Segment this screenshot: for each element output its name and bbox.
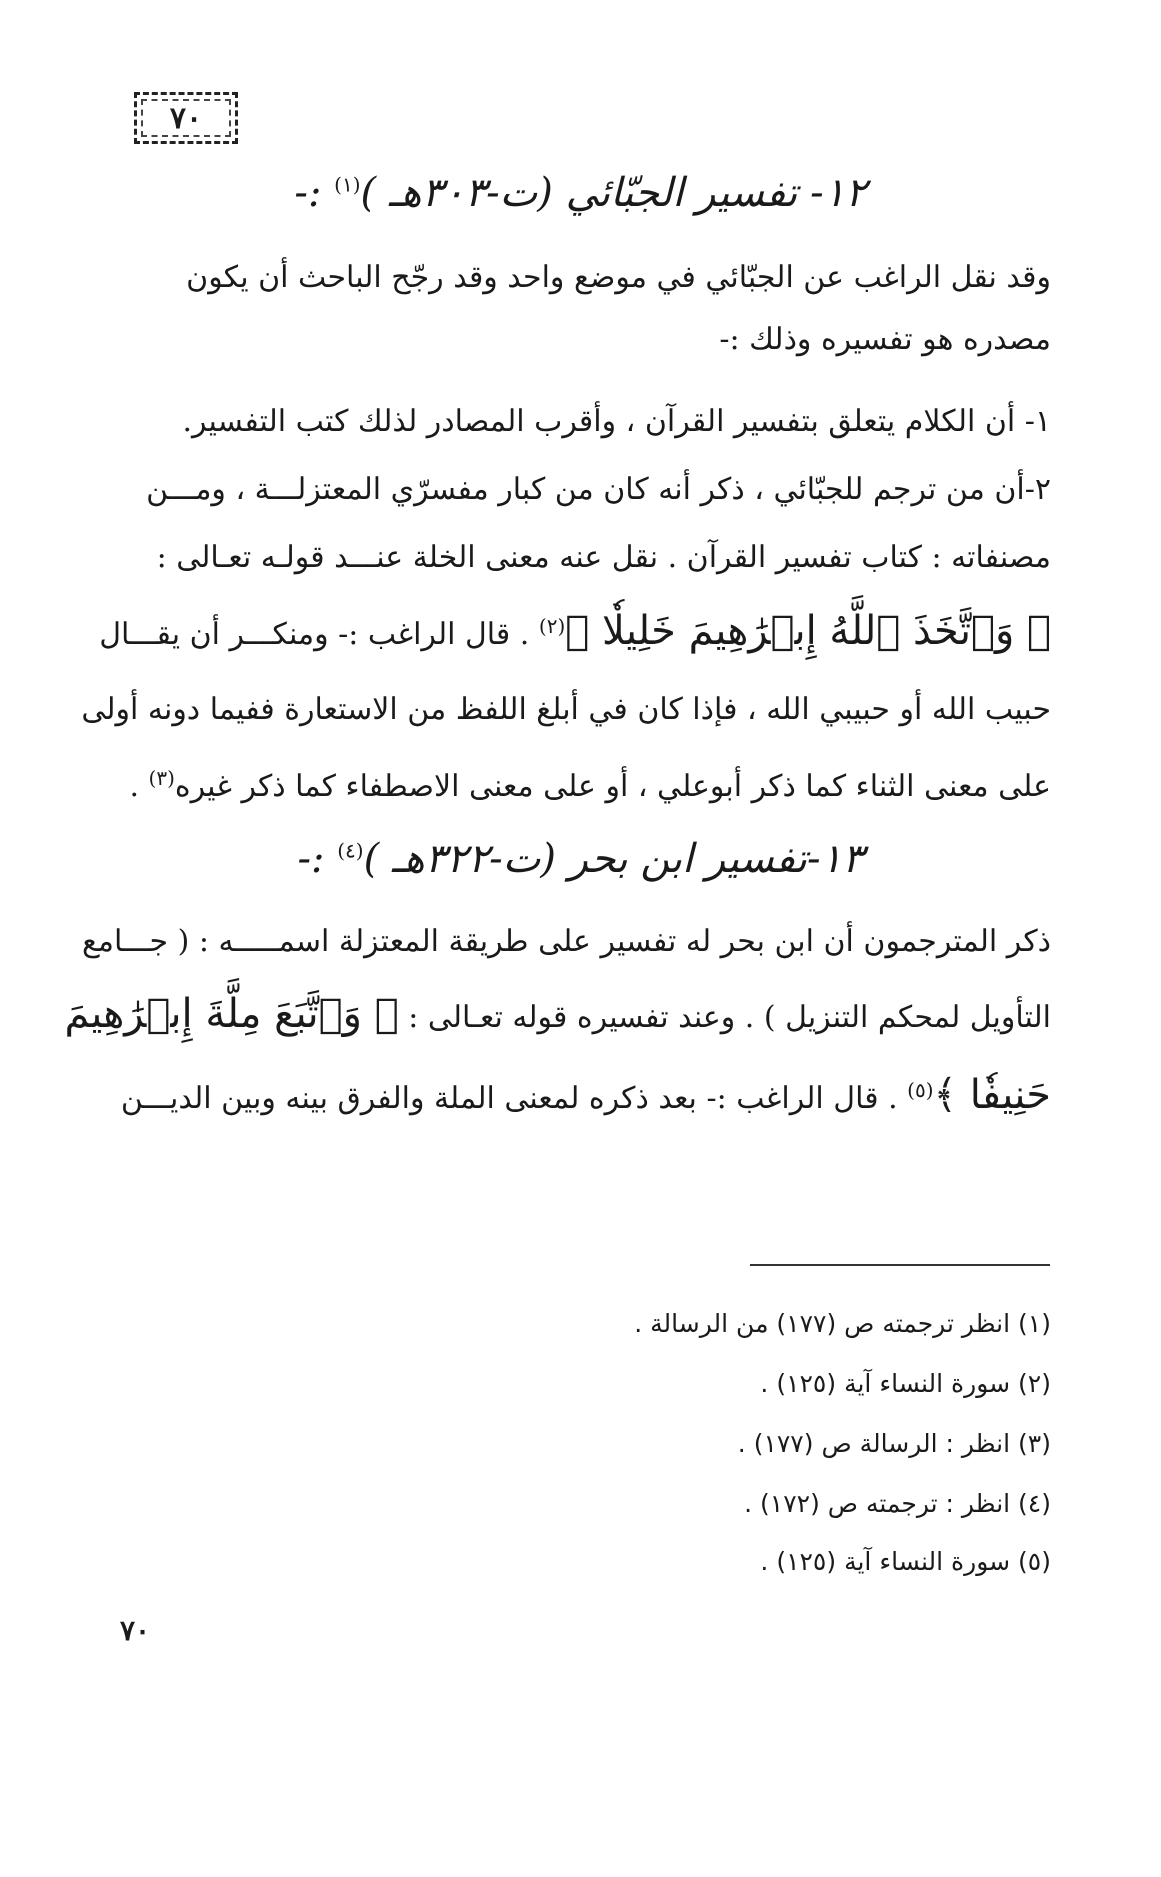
footnote: (٣) انظر : الرسالة ص (١٧٧) . xyxy=(737,1429,1051,1458)
quran-verse: ﴿ وَٱتَّخَذَ ٱللَّهُ إِبۡرَٰهِيمَ خَلِيلٗا ﴾ xyxy=(565,608,1051,654)
footer-page-number: ٧٠ xyxy=(120,1614,151,1647)
paragraph-end: . xyxy=(129,769,139,804)
paragraph-line: حبيب الله أو حبيبي الله ، فإذا كان في أبلغ اللفظ من الاستعارة ففيما دونه أولى xyxy=(81,692,1051,727)
heading-tail: :- xyxy=(294,170,322,216)
footnote-ref: (١) xyxy=(334,172,361,197)
quran-verse: ﴿ وَٱتَّبَعَ مِلَّةَ إِبۡرَٰهِيمَ xyxy=(64,991,399,1037)
footnote-ref: (٣) xyxy=(148,766,175,790)
footnote-ref: (٥) xyxy=(907,1078,934,1102)
page-number-box-text: ٧٠ xyxy=(169,100,203,136)
heading-text: ١٢- تفسير الجبّائي (ت-٣٠٣هـ ) xyxy=(360,170,867,216)
paragraph-text: على معنى الثناء كما ذكر أبوعلي ، أو على معنى الاصطفاء كما ذكر غيره xyxy=(174,769,1051,804)
paragraph-line-with-verse xyxy=(99,606,1051,655)
paragraph-text: التأويل لمحكم التنزيل ) . وعند تفسيره قوله تعـالى : xyxy=(408,1000,1051,1035)
paragraph-line: ٢-أن من ترجم للجبّائي ، ذكر أنه كان من كبار مفسرّي المعتزلـــة ، ومـــن xyxy=(146,472,1051,507)
heading-text: ١٣-تفسير ابن بحر (ت-٣٢٢هـ ) xyxy=(363,836,864,882)
footnote: (٢) سورة النساء آية (١٢٥) . xyxy=(760,1369,1051,1398)
heading-tail: :- xyxy=(297,836,325,882)
paragraph-line: مصدره هو تفسيره وذلك :- xyxy=(719,322,1051,357)
footnote: (٥) سورة النساء آية (١٢٥) . xyxy=(760,1547,1051,1576)
paragraph-line: وقد نقل الراغب عن الجبّائي في موضع واحد وقد رجّح الباحث أن يكون xyxy=(186,260,1051,295)
paragraph-line-with-verse xyxy=(64,991,1051,1038)
footnote-ref: (٤) xyxy=(337,838,364,863)
paragraph-line: مصنفاته : كتاب تفسير القرآن . نقل عنه معنى الخلة عنـــد قولـه تعـالى : xyxy=(156,540,1051,575)
footnote-separator xyxy=(750,1264,1050,1266)
paragraph-line: ذكر المترجمون أن ابن بحر له تفسير على طريقة المعتزلة اسمـــــه : ( جـــامع xyxy=(81,924,1051,959)
paragraph-text: . قال الراغب :- بعد ذكره لمعنى الملة والفرق بينه وبين الديـــن xyxy=(120,1081,898,1116)
footnote: (١) انظر ترجمته ص (١٧٧) من الرسالة . xyxy=(634,1309,1051,1338)
page-number-box xyxy=(134,92,238,144)
footnote: (٤) انظر : ترجمته ص (١٧٢) . xyxy=(744,1489,1051,1518)
paragraph-line-with-ref xyxy=(120,758,1051,807)
paragraph-line: ١- أن الكلام يتعلق بتفسير القرآن ، وأقرب المصادر لذلك كتب التفسير. xyxy=(182,404,1051,439)
quran-verse: حَنِيفٗا ﴾ xyxy=(933,1072,1051,1118)
paragraph-line-with-verse xyxy=(120,1070,1051,1119)
section-heading-jubbai xyxy=(140,170,1021,216)
section-heading-ibn-bahr xyxy=(140,836,1021,882)
paragraph-text: . قال الراغب :- ومنكـــر أن يقـــال xyxy=(99,617,530,652)
footnote-ref: (٢) xyxy=(538,614,566,638)
